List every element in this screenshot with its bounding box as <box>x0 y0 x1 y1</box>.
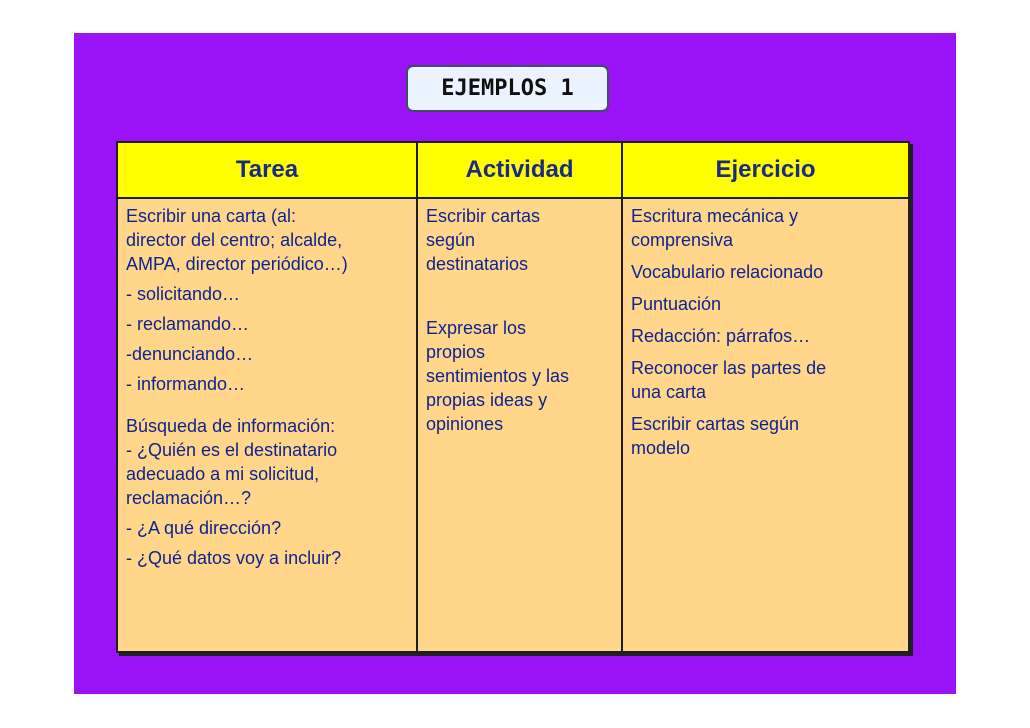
ejercicio-text: Escritura mecánica y <box>631 206 799 226</box>
tarea-list-item: - ¿A qué dirección? <box>126 518 282 538</box>
actividad-text: según <box>426 230 476 250</box>
actividad-text: destinatarios <box>426 254 529 274</box>
ejercicio-text: comprensiva <box>631 230 734 250</box>
header-tarea: Tarea <box>117 142 417 198</box>
examples-table <box>116 141 910 653</box>
tarea-list-item: - ¿Qué datos voy a incluir? <box>126 548 342 568</box>
ejercicio-text: Redacción: párrafos… <box>631 326 811 346</box>
cell-actividad <box>417 198 622 652</box>
actividad-text: propias ideas y <box>426 390 548 410</box>
cell-tarea <box>117 198 417 652</box>
header-ejercicio: Ejercicio <box>622 142 909 198</box>
actividad-text: Escribir cartas <box>426 206 541 226</box>
tarea-list-item: -denunciando… <box>126 344 254 364</box>
ejercicio-text: Escribir cartas según <box>631 414 800 434</box>
tarea-list-item: - reclamando… <box>126 314 250 334</box>
actividad-text: propios <box>426 342 486 362</box>
tarea-text: director del centro; alcalde, <box>126 230 343 250</box>
ejercicio-text: Reconocer las partes de <box>631 358 827 378</box>
cell-ejercicio <box>622 198 909 652</box>
tarea-text: adecuado a mi solicitud, <box>126 464 320 484</box>
tarea-text: reclamación…? <box>126 488 252 508</box>
tarea-list-item: - informando… <box>126 374 246 394</box>
tarea-text: AMPA, director periódico…) <box>126 254 348 274</box>
tarea-text: - ¿Quién es el destinatario <box>126 440 338 460</box>
actividad-text: Expresar los <box>426 318 527 338</box>
header-actividad: Actividad <box>417 142 622 198</box>
ejercicio-text: modelo <box>631 438 691 458</box>
content-row <box>117 198 909 652</box>
slide-title: EJEMPLOS 1 <box>406 65 609 112</box>
ejercicio-text: Puntuación <box>631 294 722 314</box>
header-row <box>117 142 909 198</box>
ejercicio-text: una carta <box>631 382 707 402</box>
tarea-list-item: - solicitando… <box>126 284 241 304</box>
actividad-text: opiniones <box>426 414 504 434</box>
actividad-text: sentimientos y las <box>426 366 570 386</box>
ejercicio-text: Vocabulario relacionado <box>631 262 824 282</box>
tarea-text: Escribir una carta (al: <box>126 206 297 226</box>
tarea-text: Búsqueda de información: <box>126 416 336 436</box>
